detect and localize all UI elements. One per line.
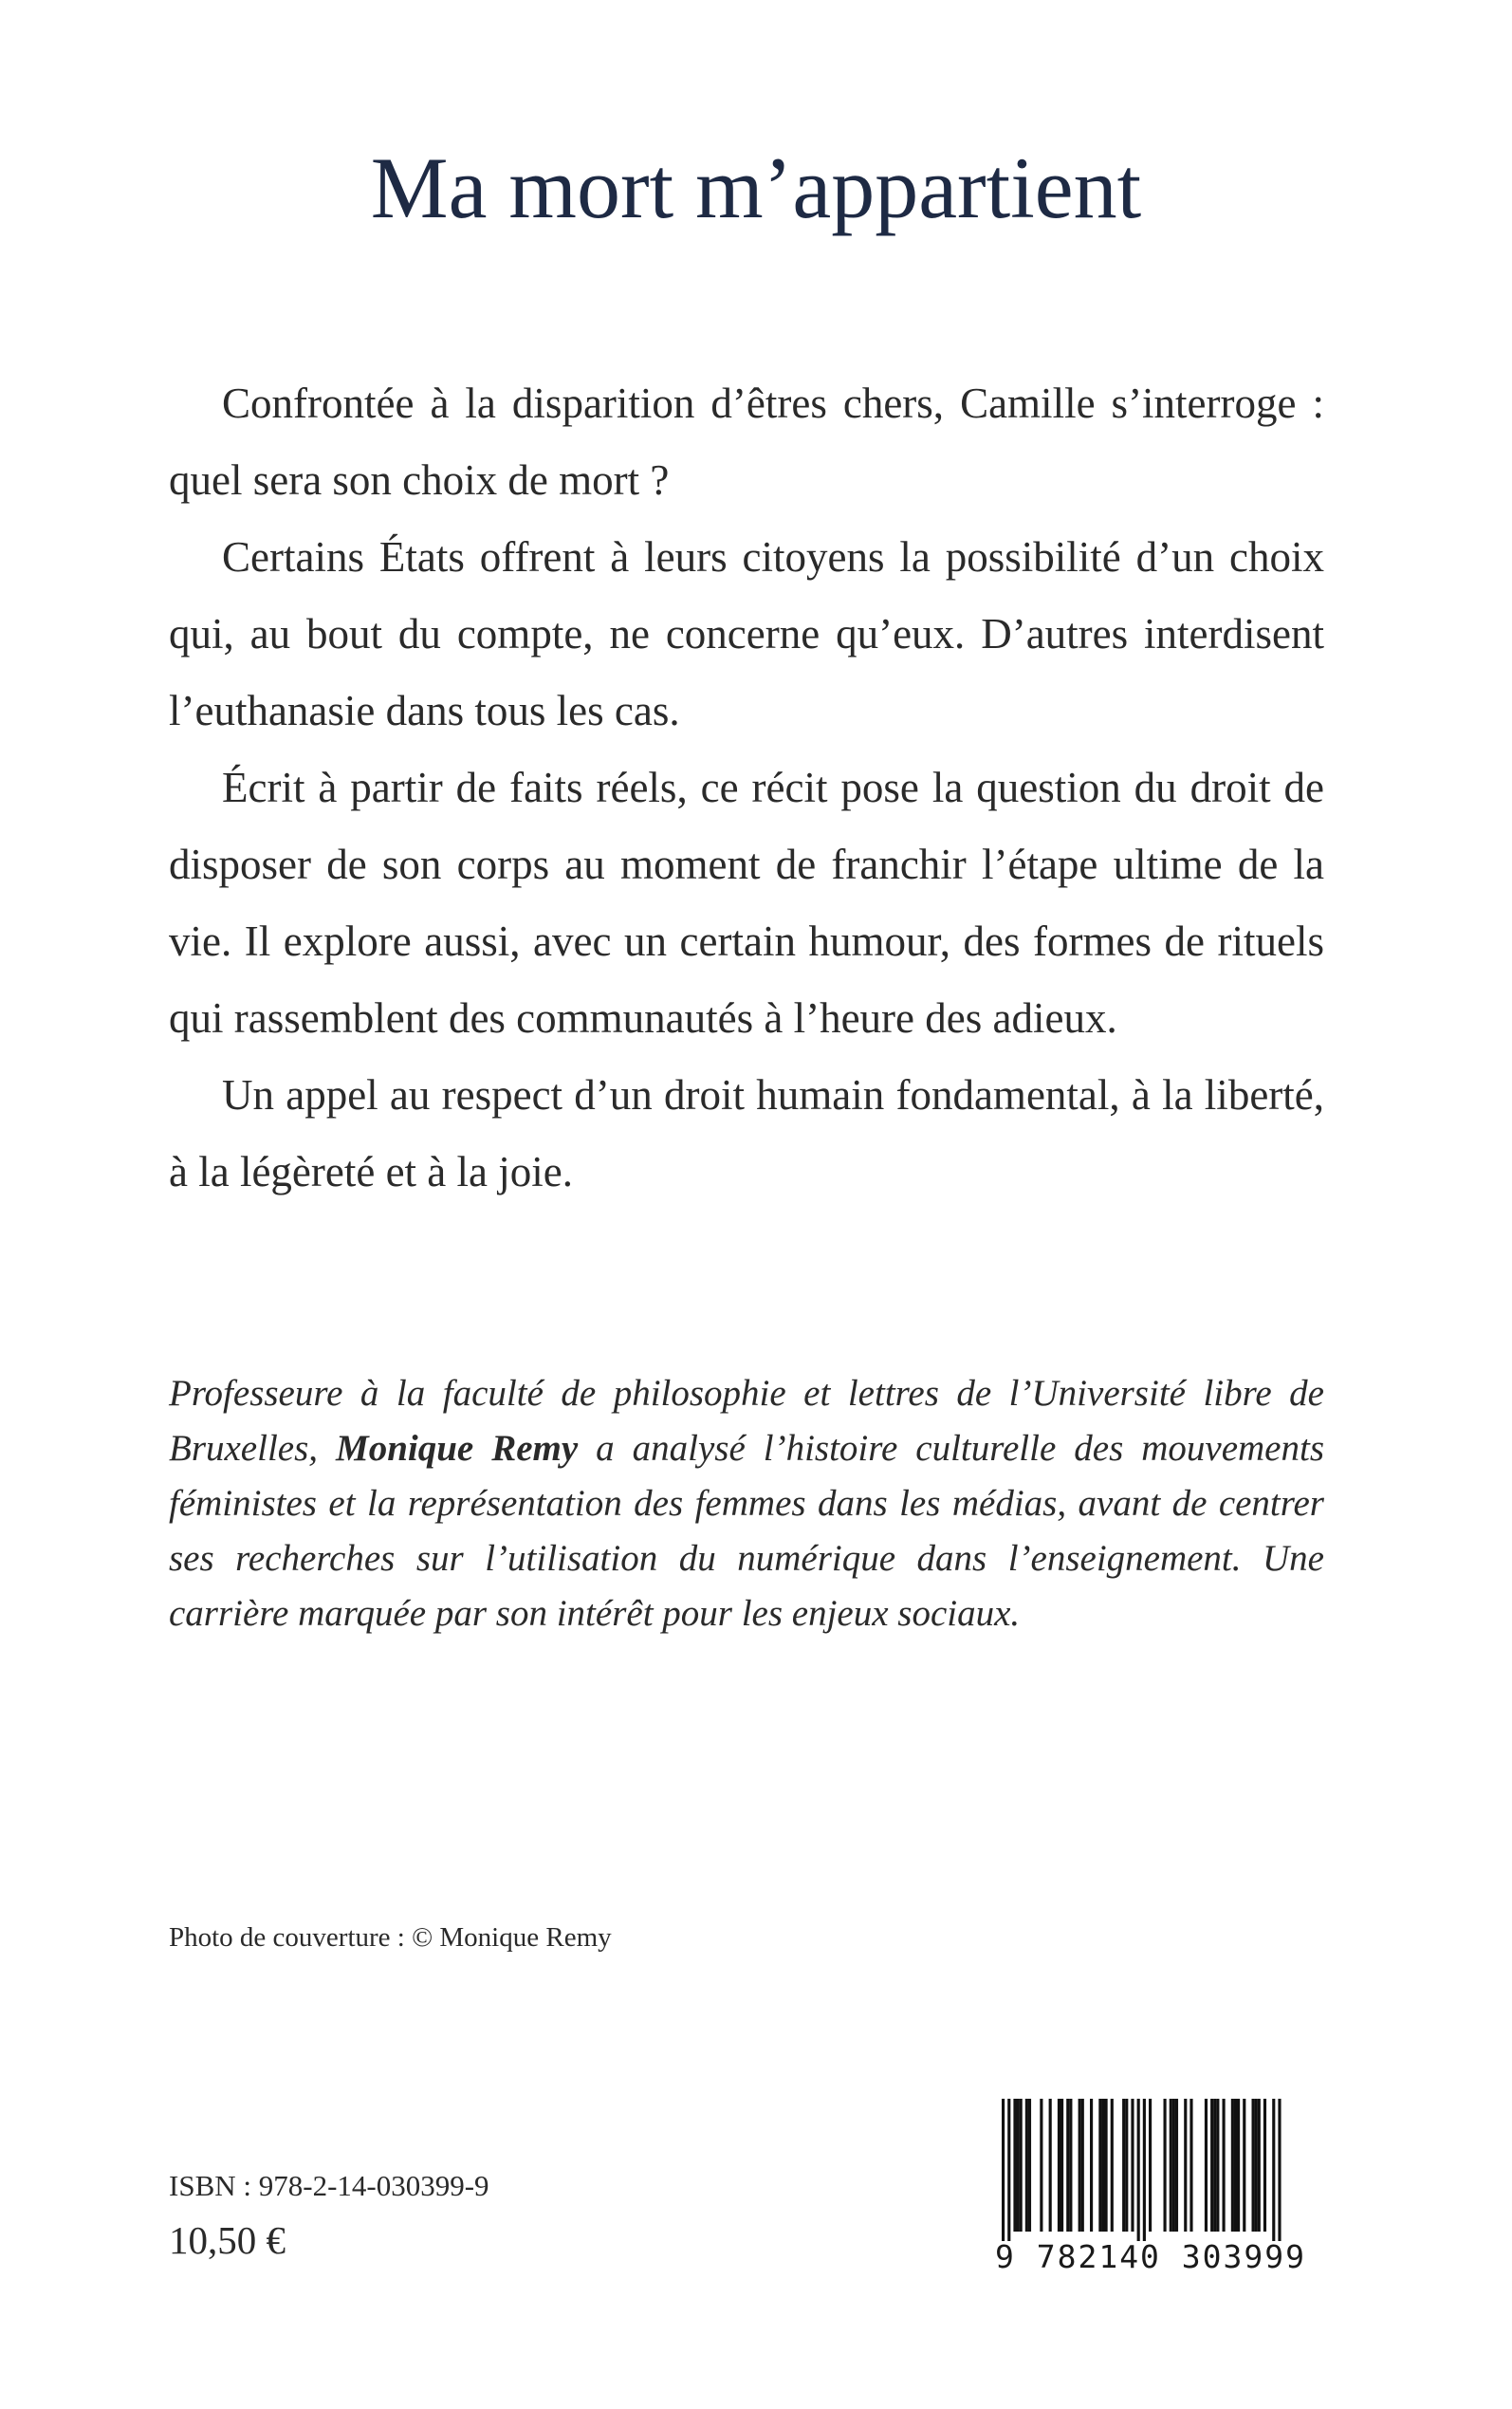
blurb-paragraph: Un appel au respect d’un droit humain fondamental, à la liberté, à la légèreté et à la joie.: [169, 1071, 1324, 1195]
barcode: [977, 2097, 1324, 2273]
barcode-bar: [1231, 2099, 1234, 2232]
barcode-bar: [1066, 2099, 1069, 2232]
barcode-bar: [1216, 2099, 1219, 2232]
barcode-bar: [1234, 2099, 1237, 2232]
barcode-bar: [1189, 2099, 1192, 2232]
barcode-bar: [1255, 2099, 1258, 2232]
barcode-bar: [1098, 2099, 1101, 2232]
barcode-bar: [1058, 2099, 1060, 2232]
barcode-bar: [1105, 2099, 1108, 2232]
barcode-bar: [1258, 2099, 1261, 2232]
barcode-bar: [1060, 2099, 1063, 2232]
barcode-bar: [1205, 2099, 1208, 2232]
barcode-bar: [1172, 2099, 1175, 2232]
author-bio-intro: Professeure à la faculté de philosophie et lettres de l’Université libre de Bruxelles,: [169, 1373, 1324, 1469]
barcode-bar: [1040, 2099, 1042, 2232]
barcode-bar: [1143, 2099, 1146, 2241]
barcode-bar: [1049, 2099, 1052, 2232]
photo-credit: Photo de couverture : © Monique Remy: [169, 1922, 612, 1953]
barcode-bar: [1149, 2099, 1152, 2232]
barcode-bar: [1237, 2099, 1240, 2232]
barcode-bar: [1210, 2099, 1213, 2232]
barcode-bar: [1170, 2099, 1172, 2232]
barcode-bar: [1125, 2099, 1128, 2232]
barcode-graphic: [977, 2097, 1324, 2273]
barcode-bar: [1002, 2099, 1005, 2241]
barcode-digits: 9 782140 303999: [994, 2238, 1307, 2273]
blurb-paragraph: Écrit à partir de faits réels, ce récit pose la question du droit de disposer de son corps au moment de franchir l’étape ultime de la vie. Il explore aussi, avec un certain humour, des formes de rituels qui rassemblent des communautés à l’heure des adieux.: [169, 764, 1324, 1042]
book-title: Ma mort m’appartient: [370, 139, 1142, 236]
barcode-bar: [1263, 2099, 1266, 2232]
barcode-bar: [1243, 2099, 1245, 2232]
back-cover-blurb: [169, 365, 1324, 1211]
barcode-bar: [1137, 2099, 1140, 2241]
author-bio-rest: a analysé l’histoire culturelle des mouvements féministes et la représentation des femmes dans les médias, avant de centrer ses recherches sur l’utilisation du numérique dans l’enseignement. Une carrière marquée par son intérêt pour les enjeux sociaux.: [169, 1428, 1324, 1634]
barcode-bar: [1079, 2099, 1081, 2232]
blurb-paragraph: Confrontée à la disparition d’êtres chers, Camille s’interroge : quel sera son choix de mort ?: [169, 380, 1324, 504]
author-bio: [169, 1366, 1324, 1641]
barcode-bar: [1272, 2099, 1275, 2241]
barcode-bar: [1213, 2099, 1216, 2232]
barcode-bar: [1028, 2099, 1031, 2232]
barcode-bar: [1164, 2099, 1167, 2232]
barcode-bar: [1025, 2099, 1028, 2232]
barcode-bar: [1081, 2099, 1084, 2232]
barcode-bar: [1278, 2099, 1281, 2241]
barcode-bar: [1122, 2099, 1125, 2232]
author-name: Monique Remy: [336, 1428, 579, 1469]
barcode-bar: [1090, 2099, 1093, 2232]
barcode-bar: [1069, 2099, 1072, 2232]
barcode-bar: [1175, 2099, 1178, 2232]
barcode-bar: [1131, 2099, 1134, 2232]
price: 10,50 €: [169, 2218, 286, 2262]
barcode-bar: [1017, 2099, 1020, 2232]
barcode-bar: [1013, 2099, 1016, 2232]
barcode-bar: [1252, 2099, 1255, 2232]
barcode-bar: [1184, 2099, 1187, 2232]
barcode-bar: [1223, 2099, 1226, 2232]
barcode-bar: [1020, 2099, 1023, 2232]
barcode-bar: [1007, 2099, 1010, 2241]
barcode-bar: [1101, 2099, 1104, 2232]
barcode-bar: [1111, 2099, 1114, 2232]
blurb-paragraph: Certains États offrent à leurs citoyens la possibilité d’un choix qui, au bout du compte, ne concerne qu’eux. D’autres interdisent l’euthanasie dans tous les cas.: [169, 533, 1324, 734]
isbn: ISBN : 978-2-14-030399-9: [169, 2169, 489, 2202]
